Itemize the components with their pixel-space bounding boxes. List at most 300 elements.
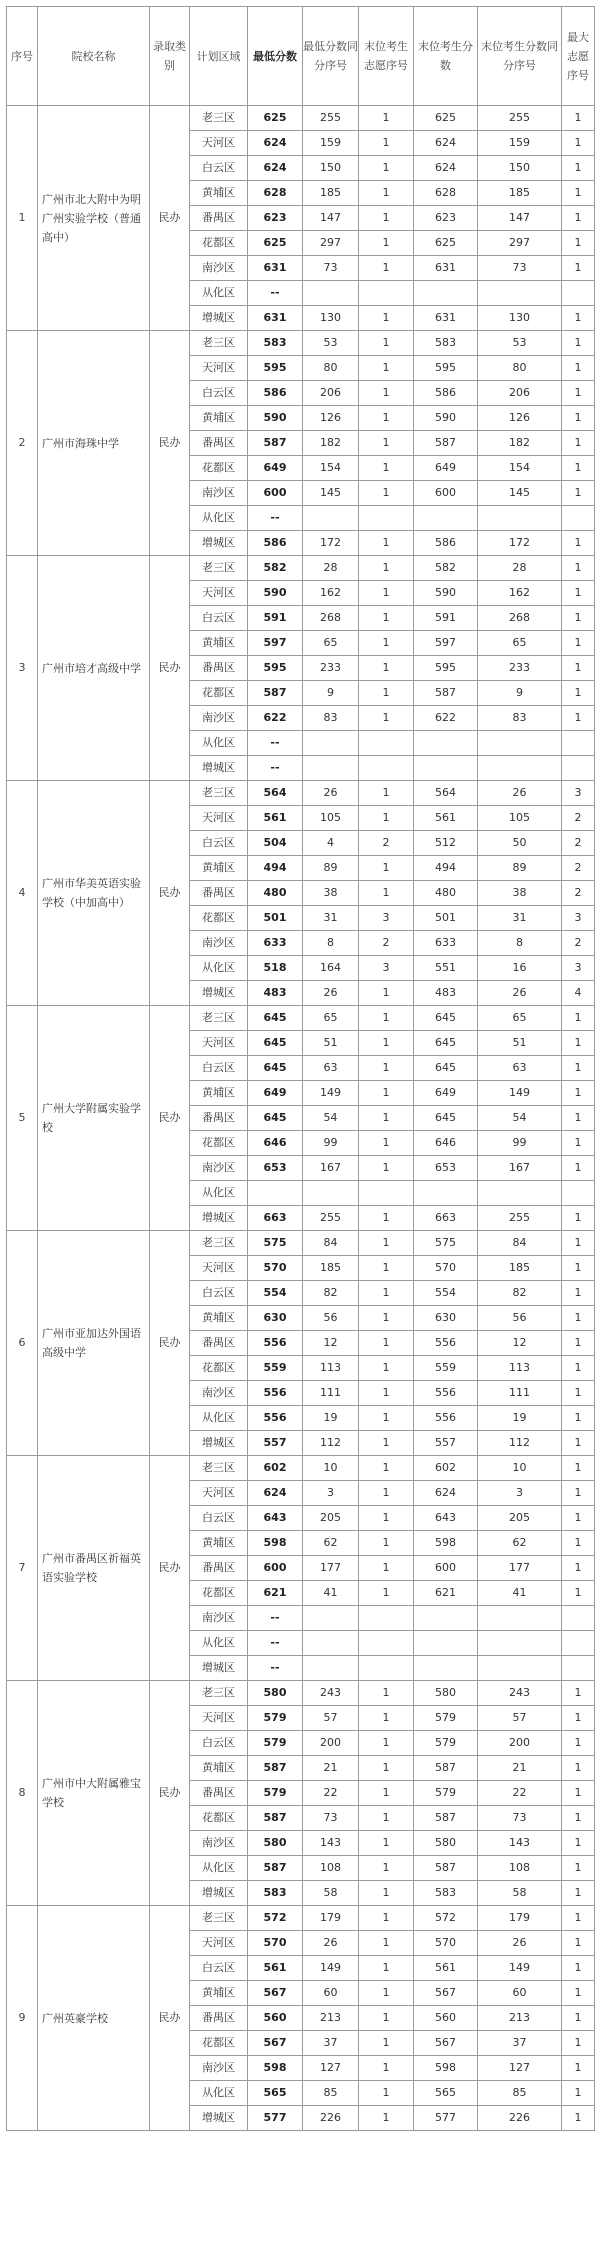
seq-cell: 8 [7, 1681, 38, 1906]
max-pref-cell: 1 [562, 1431, 595, 1456]
max-pref-cell: 4 [562, 981, 595, 1006]
last-score-rank-cell: 60 [478, 1981, 562, 2006]
last-pref-cell: 1 [359, 1306, 414, 1331]
last-score-cell: 579 [414, 1731, 478, 1756]
max-pref-cell: 1 [562, 1531, 595, 1556]
last-pref-cell: 1 [359, 1481, 414, 1506]
max-pref-cell: 1 [562, 481, 595, 506]
min-score-cell: 494 [248, 856, 303, 881]
min-score-rank-cell: 28 [303, 556, 359, 581]
last-score-rank-cell: 99 [478, 1131, 562, 1156]
district-cell: 老三区 [190, 781, 248, 806]
last-pref-cell: 1 [359, 531, 414, 556]
last-pref-cell: 1 [359, 881, 414, 906]
last-score-rank-cell: 268 [478, 606, 562, 631]
min-score-rank-cell: 112 [303, 1431, 359, 1456]
min-score-rank-cell: 213 [303, 2006, 359, 2031]
last-score-rank-cell: 26 [478, 1931, 562, 1956]
min-score-cell: 575 [248, 1231, 303, 1256]
district-cell: 从化区 [190, 281, 248, 306]
last-score-rank-cell: 127 [478, 2056, 562, 2081]
district-cell: 花都区 [190, 456, 248, 481]
min-score-rank-cell: 243 [303, 1681, 359, 1706]
max-pref-cell: 1 [562, 1481, 595, 1506]
min-score-rank-cell: 111 [303, 1381, 359, 1406]
min-score-cell [248, 1181, 303, 1206]
last-score-cell: 579 [414, 1781, 478, 1806]
min-score-rank-cell: 85 [303, 2081, 359, 2106]
category-cell: 民办 [150, 1681, 190, 1906]
district-cell: 增城区 [190, 981, 248, 1006]
max-pref-cell: 1 [562, 1281, 595, 1306]
table-row [7, 781, 595, 806]
last-score-cell [414, 1631, 478, 1656]
max-pref-cell: 1 [562, 2106, 595, 2131]
header-last-rank: 末位考生分数同分序号 [478, 7, 562, 106]
district-cell: 花都区 [190, 1356, 248, 1381]
min-score-cell: 556 [248, 1381, 303, 1406]
max-pref-cell: 1 [562, 1406, 595, 1431]
last-pref-cell [359, 506, 414, 531]
last-score-cell: 643 [414, 1506, 478, 1531]
district-cell: 天河区 [190, 806, 248, 831]
last-score-cell: 570 [414, 1931, 478, 1956]
min-score-cell: 567 [248, 1981, 303, 2006]
table-row [7, 1681, 595, 1706]
last-score-cell: 628 [414, 181, 478, 206]
last-pref-cell: 1 [359, 606, 414, 631]
last-score-rank-cell: 31 [478, 906, 562, 931]
district-cell: 黄埔区 [190, 181, 248, 206]
district-cell: 南沙区 [190, 1156, 248, 1181]
last-score-cell: 645 [414, 1031, 478, 1056]
min-score-cell: 598 [248, 1531, 303, 1556]
min-score-rank-cell: 172 [303, 531, 359, 556]
last-score-rank-cell: 185 [478, 1256, 562, 1281]
min-score-cell: 579 [248, 1706, 303, 1731]
last-pref-cell: 1 [359, 1431, 414, 1456]
last-score-cell: 625 [414, 231, 478, 256]
min-score-cell: 645 [248, 1031, 303, 1056]
last-score-rank-cell: 54 [478, 1106, 562, 1131]
min-score-rank-cell: 21 [303, 1756, 359, 1781]
max-pref-cell: 1 [562, 231, 595, 256]
last-score-cell [414, 1656, 478, 1681]
min-score-cell: 557 [248, 1431, 303, 1456]
district-cell: 南沙区 [190, 706, 248, 731]
seq-cell: 5 [7, 1006, 38, 1231]
min-score-rank-cell [303, 506, 359, 531]
last-score-rank-cell [478, 1606, 562, 1631]
last-score-cell [414, 731, 478, 756]
last-pref-cell: 1 [359, 481, 414, 506]
district-cell: 从化区 [190, 1856, 248, 1881]
last-pref-cell: 1 [359, 2081, 414, 2106]
last-score-rank-cell: 182 [478, 431, 562, 456]
last-score-rank-cell: 105 [478, 806, 562, 831]
min-score-cell: 556 [248, 1331, 303, 1356]
min-score-cell: 582 [248, 556, 303, 581]
category-cell: 民办 [150, 556, 190, 781]
table-row [7, 1231, 595, 1256]
min-score-rank-cell: 255 [303, 1206, 359, 1231]
last-pref-cell: 1 [359, 1556, 414, 1581]
last-pref-cell: 1 [359, 1056, 414, 1081]
last-pref-cell: 1 [359, 1731, 414, 1756]
district-cell: 黄埔区 [190, 1981, 248, 2006]
max-pref-cell: 1 [562, 656, 595, 681]
last-score-rank-cell [478, 1656, 562, 1681]
last-score-rank-cell: 206 [478, 381, 562, 406]
last-score-rank-cell: 213 [478, 2006, 562, 2031]
last-score-rank-cell: 8 [478, 931, 562, 956]
last-score-rank-cell: 255 [478, 1206, 562, 1231]
last-pref-cell: 2 [359, 931, 414, 956]
min-score-rank-cell: 147 [303, 206, 359, 231]
district-cell: 增城区 [190, 2106, 248, 2131]
last-score-rank-cell: 53 [478, 331, 562, 356]
last-score-cell: 600 [414, 481, 478, 506]
last-pref-cell [359, 756, 414, 781]
last-score-cell: 554 [414, 1281, 478, 1306]
min-score-rank-cell: 182 [303, 431, 359, 456]
min-score-cell: 628 [248, 181, 303, 206]
header-seq: 序号 [7, 7, 38, 106]
last-score-cell [414, 756, 478, 781]
max-pref-cell: 1 [562, 1856, 595, 1881]
table-row [7, 1456, 595, 1481]
last-pref-cell: 1 [359, 781, 414, 806]
district-cell: 从化区 [190, 1406, 248, 1431]
last-score-rank-cell [478, 506, 562, 531]
last-pref-cell: 1 [359, 1706, 414, 1731]
district-cell: 天河区 [190, 1031, 248, 1056]
last-score-cell: 579 [414, 1706, 478, 1731]
last-score-rank-cell: 65 [478, 1006, 562, 1031]
min-score-cell: 554 [248, 1281, 303, 1306]
min-score-rank-cell: 80 [303, 356, 359, 381]
min-score-rank-cell: 53 [303, 331, 359, 356]
min-score-cell: 590 [248, 406, 303, 431]
last-score-cell: 622 [414, 706, 478, 731]
min-score-cell: 645 [248, 1106, 303, 1131]
min-score-cell: 587 [248, 1806, 303, 1831]
last-pref-cell [359, 1656, 414, 1681]
min-score-cell: 643 [248, 1506, 303, 1531]
max-pref-cell: 1 [562, 181, 595, 206]
last-score-rank-cell: 85 [478, 2081, 562, 2106]
last-pref-cell: 1 [359, 131, 414, 156]
header-school-name: 院校名称 [38, 7, 150, 106]
min-score-cell: 483 [248, 981, 303, 1006]
last-score-cell: 556 [414, 1381, 478, 1406]
min-score-cell: -- [248, 1606, 303, 1631]
last-score-cell: 582 [414, 556, 478, 581]
max-pref-cell [562, 281, 595, 306]
min-score-cell: 586 [248, 531, 303, 556]
last-pref-cell: 1 [359, 1231, 414, 1256]
last-score-rank-cell: 167 [478, 1156, 562, 1181]
district-cell: 花都区 [190, 1806, 248, 1831]
last-score-rank-cell: 177 [478, 1556, 562, 1581]
max-pref-cell: 1 [562, 1781, 595, 1806]
last-score-cell: 583 [414, 331, 478, 356]
min-score-rank-cell: 26 [303, 781, 359, 806]
max-pref-cell: 1 [562, 331, 595, 356]
last-score-rank-cell: 41 [478, 1581, 562, 1606]
table-row [7, 1906, 595, 1931]
min-score-rank-cell: 9 [303, 681, 359, 706]
school-name-cell: 广州市海珠中学 [38, 331, 150, 556]
last-pref-cell [359, 1606, 414, 1631]
min-score-rank-cell: 113 [303, 1356, 359, 1381]
last-score-cell: 580 [414, 1831, 478, 1856]
min-score-rank-cell [303, 731, 359, 756]
last-pref-cell: 1 [359, 1381, 414, 1406]
last-pref-cell: 1 [359, 1206, 414, 1231]
min-score-cell: 583 [248, 331, 303, 356]
last-pref-cell: 1 [359, 256, 414, 281]
max-pref-cell: 1 [562, 606, 595, 631]
last-score-rank-cell: 22 [478, 1781, 562, 1806]
max-pref-cell: 1 [562, 156, 595, 181]
max-pref-cell: 1 [562, 456, 595, 481]
school-name-cell: 广州市亚加达外国语高级中学 [38, 1231, 150, 1456]
district-cell: 白云区 [190, 1506, 248, 1531]
category-cell: 民办 [150, 1906, 190, 2131]
max-pref-cell: 1 [562, 1456, 595, 1481]
last-pref-cell: 1 [359, 106, 414, 131]
district-cell: 老三区 [190, 1456, 248, 1481]
last-pref-cell [359, 1631, 414, 1656]
min-score-rank-cell: 205 [303, 1506, 359, 1531]
min-score-rank-cell [303, 1181, 359, 1206]
min-score-cell: 649 [248, 1081, 303, 1106]
last-pref-cell: 1 [359, 556, 414, 581]
last-score-rank-cell: 65 [478, 631, 562, 656]
max-pref-cell: 1 [562, 406, 595, 431]
min-score-cell: 622 [248, 706, 303, 731]
last-pref-cell: 1 [359, 306, 414, 331]
last-pref-cell: 1 [359, 1256, 414, 1281]
last-score-cell: 591 [414, 606, 478, 631]
category-cell: 民办 [150, 1231, 190, 1456]
last-score-cell: 645 [414, 1106, 478, 1131]
last-score-cell: 621 [414, 1581, 478, 1606]
max-pref-cell: 1 [562, 1981, 595, 2006]
min-score-cell: 504 [248, 831, 303, 856]
max-pref-cell: 1 [562, 356, 595, 381]
max-pref-cell: 1 [562, 531, 595, 556]
max-pref-cell: 1 [562, 1756, 595, 1781]
min-score-rank-cell [303, 1606, 359, 1631]
max-pref-cell: 1 [562, 1506, 595, 1531]
seq-cell: 9 [7, 1906, 38, 2131]
last-score-rank-cell: 200 [478, 1731, 562, 1756]
max-pref-cell [562, 1631, 595, 1656]
min-score-rank-cell: 154 [303, 456, 359, 481]
min-score-cell: -- [248, 756, 303, 781]
min-score-rank-cell: 268 [303, 606, 359, 631]
district-cell: 老三区 [190, 556, 248, 581]
last-pref-cell: 1 [359, 431, 414, 456]
max-pref-cell: 1 [562, 1906, 595, 1931]
last-pref-cell: 3 [359, 906, 414, 931]
last-score-cell: 623 [414, 206, 478, 231]
last-score-cell [414, 281, 478, 306]
min-score-cell: 595 [248, 356, 303, 381]
last-score-cell: 625 [414, 106, 478, 131]
min-score-cell: 587 [248, 1756, 303, 1781]
min-score-rank-cell: 3 [303, 1481, 359, 1506]
district-cell: 老三区 [190, 106, 248, 131]
district-cell: 黄埔区 [190, 1531, 248, 1556]
min-score-rank-cell: 89 [303, 856, 359, 881]
min-score-rank-cell: 108 [303, 1856, 359, 1881]
district-cell: 白云区 [190, 1281, 248, 1306]
min-score-cell: 624 [248, 156, 303, 181]
max-pref-cell [562, 731, 595, 756]
last-score-rank-cell: 50 [478, 831, 562, 856]
min-score-cell: 645 [248, 1056, 303, 1081]
header-district: 计划区域 [190, 7, 248, 106]
district-cell: 天河区 [190, 581, 248, 606]
max-pref-cell: 1 [562, 2006, 595, 2031]
last-pref-cell: 1 [359, 2056, 414, 2081]
min-score-rank-cell: 177 [303, 1556, 359, 1581]
last-score-rank-cell: 126 [478, 406, 562, 431]
max-pref-cell: 1 [562, 1731, 595, 1756]
min-score-rank-cell: 126 [303, 406, 359, 431]
last-score-rank-cell: 145 [478, 481, 562, 506]
last-score-cell: 587 [414, 1756, 478, 1781]
min-score-cell: -- [248, 281, 303, 306]
district-cell: 南沙区 [190, 931, 248, 956]
last-score-cell: 577 [414, 2106, 478, 2131]
min-score-rank-cell: 37 [303, 2031, 359, 2056]
min-score-rank-cell: 26 [303, 981, 359, 1006]
last-score-cell: 575 [414, 1231, 478, 1256]
last-pref-cell: 1 [359, 181, 414, 206]
min-score-rank-cell: 226 [303, 2106, 359, 2131]
district-cell: 天河区 [190, 1706, 248, 1731]
max-pref-cell: 3 [562, 906, 595, 931]
district-cell: 老三区 [190, 331, 248, 356]
max-pref-cell [562, 756, 595, 781]
school-name-cell: 广州市华美英语实验学校（中加高中） [38, 781, 150, 1006]
min-score-cell: 625 [248, 231, 303, 256]
district-cell: 白云区 [190, 1056, 248, 1081]
last-score-cell: 567 [414, 1981, 478, 2006]
last-score-rank-cell: 297 [478, 231, 562, 256]
last-pref-cell: 1 [359, 656, 414, 681]
min-score-rank-cell: 51 [303, 1031, 359, 1056]
min-score-rank-cell: 31 [303, 906, 359, 931]
last-pref-cell: 1 [359, 1881, 414, 1906]
last-pref-cell: 1 [359, 1956, 414, 1981]
min-score-cell: 631 [248, 256, 303, 281]
max-pref-cell: 1 [562, 431, 595, 456]
last-pref-cell: 1 [359, 1906, 414, 1931]
header-min-rank: 最低分数同分序号 [303, 7, 359, 106]
table-row [7, 556, 595, 581]
district-cell: 番禺区 [190, 656, 248, 681]
last-pref-cell: 3 [359, 956, 414, 981]
district-cell: 白云区 [190, 381, 248, 406]
last-pref-cell: 1 [359, 1981, 414, 2006]
min-score-cell: 633 [248, 931, 303, 956]
last-score-cell: 590 [414, 581, 478, 606]
min-score-cell: 580 [248, 1831, 303, 1856]
district-cell: 从化区 [190, 1631, 248, 1656]
min-score-cell: 586 [248, 381, 303, 406]
district-cell: 番禺区 [190, 881, 248, 906]
min-score-cell: 572 [248, 1906, 303, 1931]
admission-score-table [6, 6, 595, 2131]
last-score-cell: 653 [414, 1156, 478, 1181]
last-pref-cell: 1 [359, 1806, 414, 1831]
last-pref-cell: 1 [359, 1531, 414, 1556]
last-score-cell: 587 [414, 1856, 478, 1881]
min-score-cell: 598 [248, 2056, 303, 2081]
last-pref-cell [359, 281, 414, 306]
district-cell: 从化区 [190, 1181, 248, 1206]
min-score-rank-cell: 150 [303, 156, 359, 181]
last-score-rank-cell: 26 [478, 981, 562, 1006]
min-score-rank-cell: 73 [303, 256, 359, 281]
last-score-rank-cell: 112 [478, 1431, 562, 1456]
district-cell: 天河区 [190, 356, 248, 381]
last-score-cell: 556 [414, 1406, 478, 1431]
max-pref-cell: 1 [562, 1381, 595, 1406]
min-score-rank-cell: 159 [303, 131, 359, 156]
last-score-rank-cell: 255 [478, 106, 562, 131]
last-score-rank-cell: 84 [478, 1231, 562, 1256]
max-pref-cell: 1 [562, 1231, 595, 1256]
min-score-rank-cell: 41 [303, 1581, 359, 1606]
last-pref-cell: 1 [359, 2106, 414, 2131]
min-score-cell: -- [248, 506, 303, 531]
district-cell: 南沙区 [190, 1831, 248, 1856]
max-pref-cell: 1 [562, 1331, 595, 1356]
min-score-cell: -- [248, 731, 303, 756]
last-pref-cell: 1 [359, 1031, 414, 1056]
min-score-cell: 624 [248, 131, 303, 156]
min-score-rank-cell: 105 [303, 806, 359, 831]
min-score-rank-cell: 4 [303, 831, 359, 856]
min-score-cell: 590 [248, 581, 303, 606]
seq-cell: 7 [7, 1456, 38, 1681]
min-score-rank-cell: 65 [303, 1006, 359, 1031]
last-score-cell: 645 [414, 1056, 478, 1081]
last-score-cell: 645 [414, 1006, 478, 1031]
max-pref-cell: 1 [562, 2031, 595, 2056]
max-pref-cell: 2 [562, 881, 595, 906]
min-score-cell: 559 [248, 1356, 303, 1381]
min-score-cell: 579 [248, 1781, 303, 1806]
last-score-rank-cell [478, 1631, 562, 1656]
last-pref-cell: 1 [359, 856, 414, 881]
last-score-rank-cell [478, 756, 562, 781]
district-cell: 增城区 [190, 1206, 248, 1231]
min-score-cell: 518 [248, 956, 303, 981]
last-score-rank-cell: 10 [478, 1456, 562, 1481]
district-cell: 白云区 [190, 606, 248, 631]
min-score-cell: 579 [248, 1731, 303, 1756]
last-pref-cell: 1 [359, 681, 414, 706]
last-score-cell [414, 506, 478, 531]
min-score-cell: 583 [248, 1881, 303, 1906]
